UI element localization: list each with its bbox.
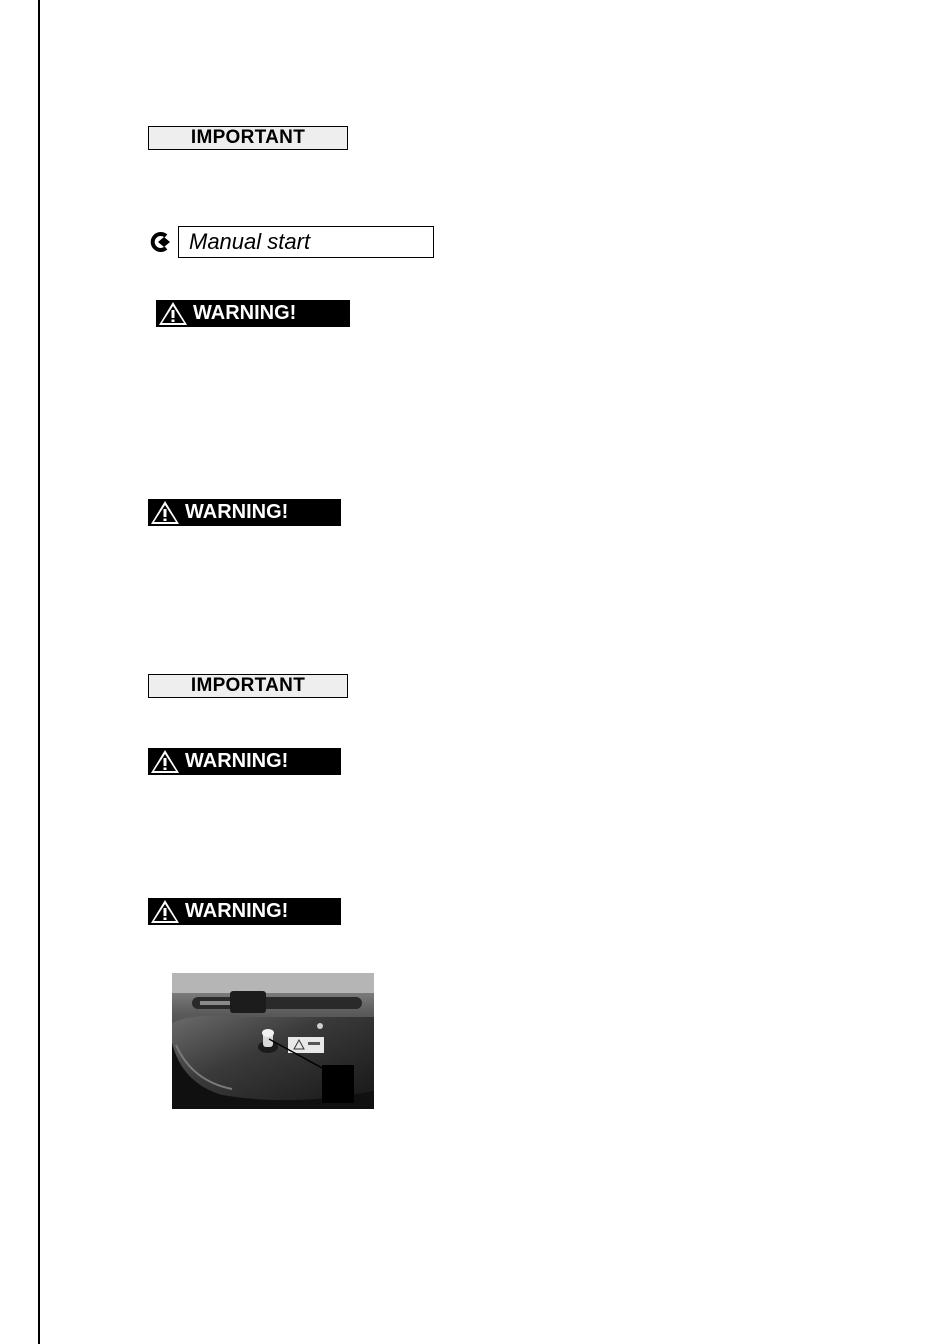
- important-label-text: IMPORTANT: [190, 675, 306, 696]
- warning-label-text: WARNING!: [185, 501, 289, 523]
- warning-triangle-icon: [158, 301, 188, 326]
- important-label: [148, 126, 348, 150]
- hook-arrow-icon: [146, 229, 172, 255]
- warning-triangle-icon: [150, 899, 180, 924]
- warning-label: [148, 748, 341, 775]
- warning-triangle-icon: [150, 500, 180, 525]
- manual-start-heading: [146, 226, 434, 258]
- mower-deck-photo: [172, 973, 374, 1109]
- mower-deck-illustration: [172, 973, 374, 1109]
- warning-label: [148, 898, 341, 925]
- manual-start-text: Manual start: [189, 229, 311, 254]
- manual-start-box: [178, 226, 434, 258]
- warning-label: [148, 499, 341, 526]
- important-label: [148, 674, 348, 698]
- warning-label-text: WARNING!: [185, 900, 289, 922]
- warning-label: [156, 300, 350, 327]
- page-margin-rule: [38, 0, 40, 1344]
- warning-triangle-icon: [150, 749, 180, 774]
- warning-label-text: WARNING!: [185, 750, 289, 772]
- important-label-text: IMPORTANT: [190, 127, 306, 148]
- warning-label-text: WARNING!: [193, 302, 297, 324]
